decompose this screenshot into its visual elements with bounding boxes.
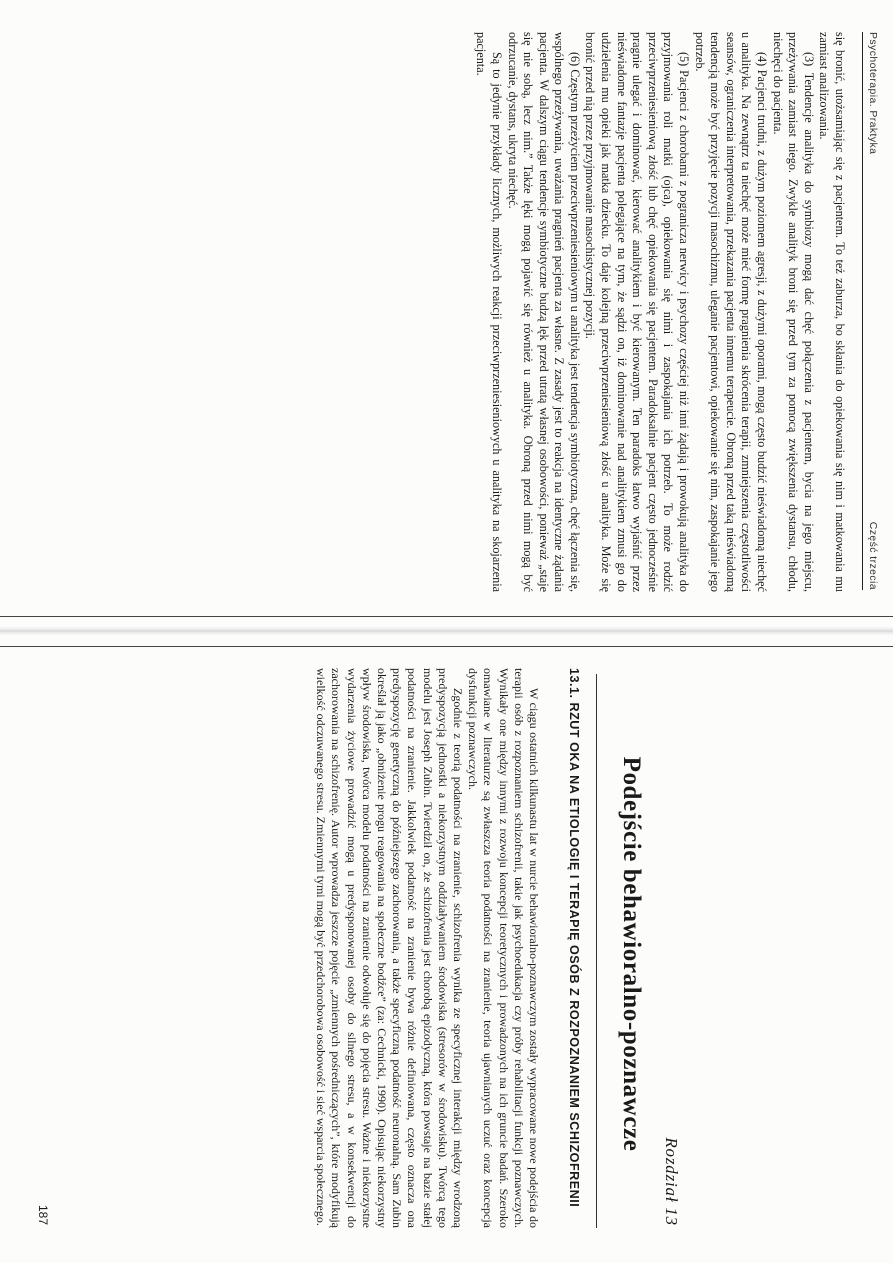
paragraph: (3) Tendencje analityka do symbiozy mogą dać chęć połączenia z pacjentem, bycia na jego miejscu, przeżywania zamiast niego. Zwykle analityk broni się przed tym za pomocą zwiększenia dystansu, chłodu, niechęci do pacjenta. [770, 32, 816, 592]
paragraph: Są to jedynie przykłady licznych, możliwych reakcji przeciwprzeniesieniowych u analityka na skojarzenia pacjenta. [474, 32, 504, 592]
paragraph: Zgodnie z teorią podatności na zranienie, schizofrenia wynika ze specyficznej interakcji między wrodzoną predyspozycją jednostki a niekorzystnym oddziaływaniem środowiska (stresorów w środowisku). Twórcą tego modelu jest Joseph Zubin. Twierdził on, że schizofrenia jest chorobą epizodyczną, która powstaje na bazie stałej podatności na zranienie. Jakkolwiek podatność na zranienie bywa różnie definiowana, często oznacza ona predyspozycję genetyczną do późniejszego zachorowania, a także specyficzną podatność neuronalną. Sam Zubin określał ją jako „obniżenie progu reagowania na społeczne bodźce” (za: Cechnicki, 1990). Opisując niekorzystny wpływ środowiska, twórca modelu podatności na zranienie odwołuje się do pojęcia stresu. Ważne i niekorzystne wydarzenia życiowe prowadzić mogą u predysponowanej osoby do silnego stresu, a w konsekwencji do zachorowania na schizofrenię. Autor wprowadza jeszcze pojęcie „zmiennych pośredniczących”, które modyfikują wielkość odczuwanego stresu. Zmiennymi tymi mogą być przedchorobowa osobowość i sieć wsparcia społecznego. [314, 668, 465, 1228]
running-head-left: Psychoterapia. Praktyka [867, 32, 879, 155]
page-number: 187 [36, 1204, 50, 1225]
paragraph: (4) Pacjenci trudni, z dużym poziomem agresji, z dużymi oporami, mogą często budzić nieświadomą niechęć u analityka. Na zewnątrz ta niechęć może mieć formę pragnienia skrócenia terapii, zmniejszenia częstotliwości seansów, ograniczenia interpretowania, przekazania pacjenta innemu terapeucie. Obroną przed taką nieświadomą tendencją może być przyjęcie pozycji masochizmu, uleganie pacjentowi, opiekowanie się nim, zaspokajanie jego potrzeb. [692, 32, 770, 592]
running-head-right: Część trzecia [867, 521, 879, 590]
right-body-text [313, 668, 541, 1228]
left-page [0, 0, 893, 626]
page-fold [0, 626, 893, 636]
paragraph: (5) Pacjenci z chorobami z pogranicza nerwicy i psychozy częściej niż inni żądają i prowokują analityka do przyjmowania roli matki (ojca), opiekowania się nimi i zaspokajania ich potrzeb. To może rodzić przeciwprzeniesieniową złość lub chęć opiekowania się pacjentem. Paradoksalnie pacjent często jednocześnie pragnie ulegać i dominować, kierować analitykiem i być kierowanym. Ten paradoks łatwo wyjaśnić przez nieświadome fantazje pacjenta polegające na tym, że sądzi on, iż dominowanie nad analitykiem zmusi go do udzielenia mu opieki jak matka dziecku. To daje kolejną przeciwprzeniesieniową złość u analityka. Może się bronić przed nią przez przyjmowanie masochistycznej pozycji. [583, 32, 692, 592]
paragraph: się bronić, utożsamiając się z pacjentem. To też zaburza, bo skłania do opiekowania się nim i matkowania mu zamiast analizowania. [817, 32, 847, 592]
left-body-text [473, 32, 847, 592]
chapter-label: Rozdział 13 [662, 1137, 681, 1226]
running-head [862, 32, 881, 590]
right-page [0, 636, 893, 1263]
scan-edge-line [0, 616, 893, 617]
section-heading: 13.1. RZUT OKA NA ETIOLOGIĘ I TERAPIĘ OSÓB Z ROZPOZNANIEM SCHIZOFRENII [567, 668, 581, 1208]
paragraph: (6) Częstym przeżyciem przeciwprzeniesieniowym u analityka jest tendencja symbiotyczna, chęć łączenia się, wspólnego przeżywania, uważania pragnień pacjenta za własne. Z zasady jest to reakcja na identyczne żądania pacjenta. W dalszym ciągu tendencje symbiotyczne budzą lęk przed utratą własnej osobowości, ponieważ „staje się nie sobą, lecz nim.” Także lęki mogą pojawić się również u analityka. Obroną przed nimi mogą być odrzucanie, dystans, ukryta niechęć. [505, 32, 582, 592]
chapter-title: Podejście behawioralno-poznawcze [618, 756, 645, 1152]
chapter-rule [596, 674, 597, 1228]
paragraph: W ciągu ostatnich kilkunastu lat w nurcie behawioralno-poznawczym zostały wypracowane nowe podejścia do terapii osób z rozpoznaniem schizofrenii, takie jak psychoedukacja czy próby rehabilitacji funkcji poznawczych. Wynikały one między innymi z rozwoju koncepcji teoretycznych i prowadzonych na ich gruncie badań. Szeroko omawiane w literaturze są zwłaszcza teoria podatności na zranienie, teoria ujawnianych uczuć oraz koncepcja dysfunkcji poznawczych. [466, 668, 541, 1228]
